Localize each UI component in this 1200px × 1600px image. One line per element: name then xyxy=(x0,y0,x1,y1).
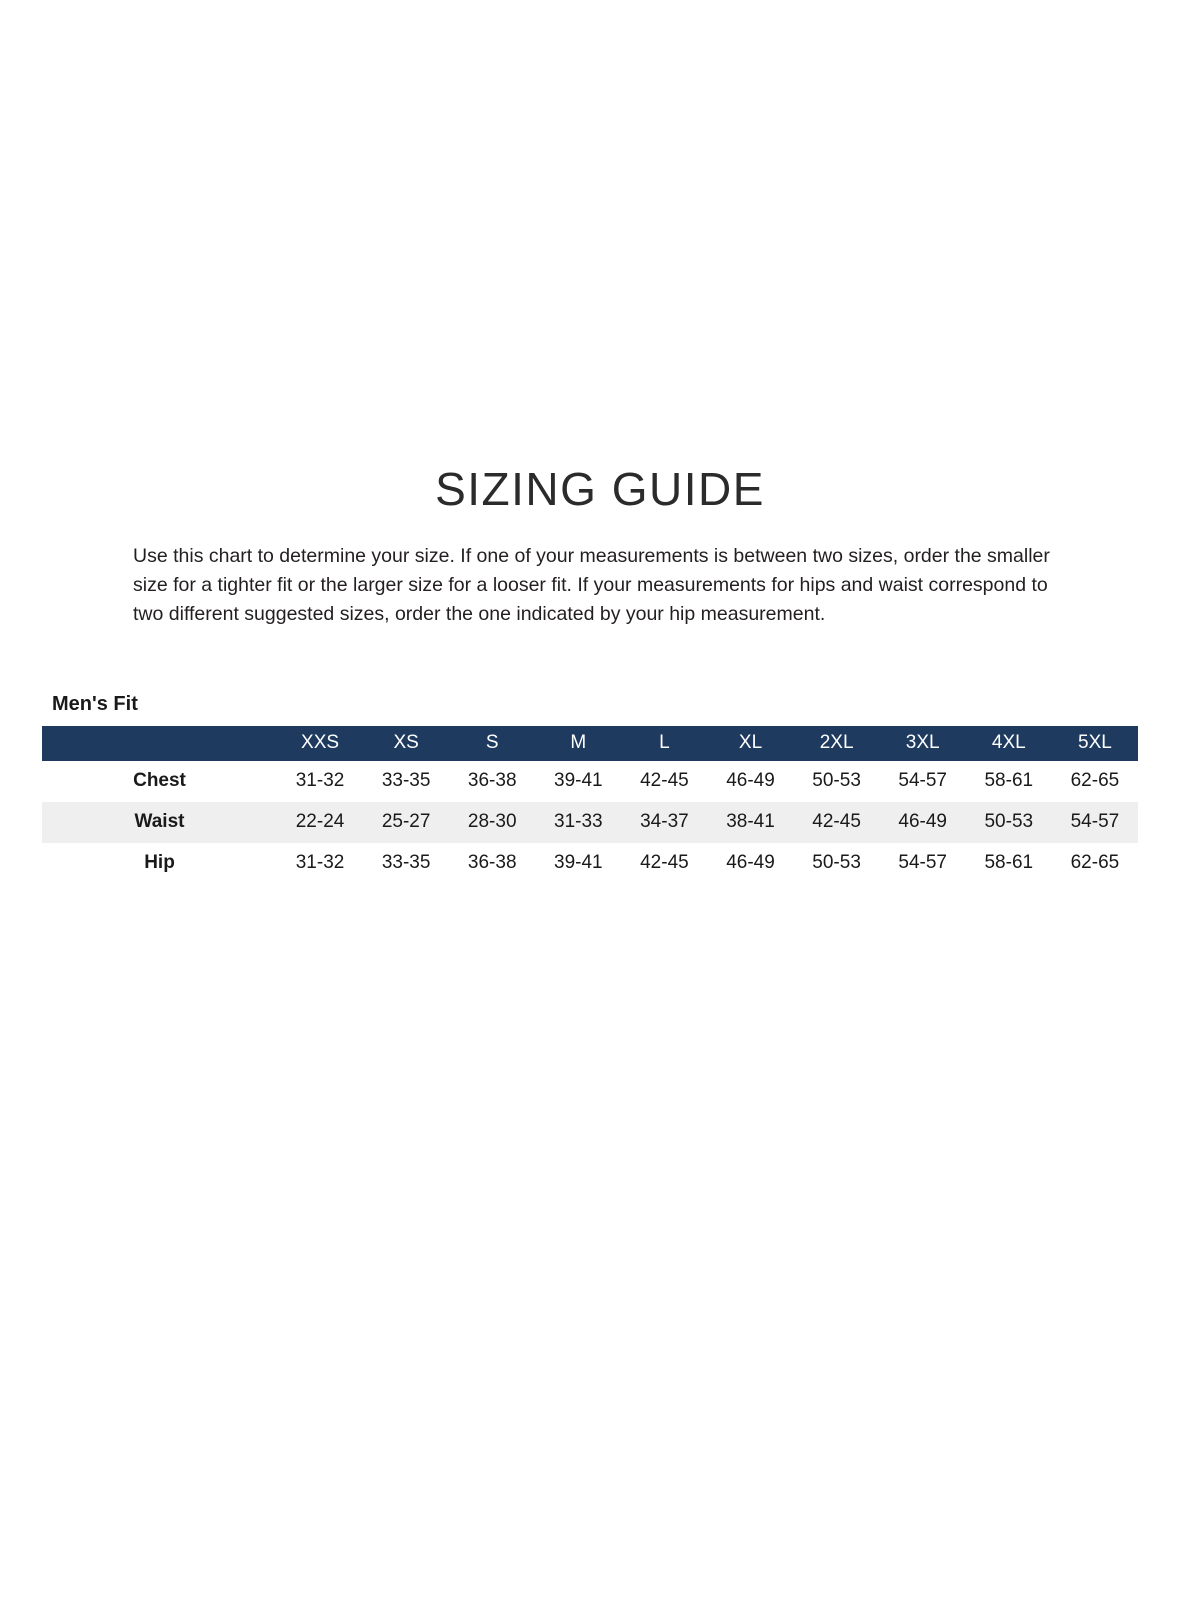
size-value-cell: 31-33 xyxy=(554,811,603,833)
page-title: SIZING GUIDE xyxy=(435,463,765,515)
size-value-cell: 58-61 xyxy=(984,770,1034,792)
size-value-cell: 28-30 xyxy=(467,811,517,833)
table-corner-cell xyxy=(42,726,277,761)
size-value-cell: 36-38 xyxy=(467,852,517,874)
table-body xyxy=(42,761,1138,884)
table-row xyxy=(42,761,1138,802)
size-column-header: 5XL xyxy=(1078,732,1112,754)
size-column-header: L xyxy=(659,732,670,754)
size-value-cell: 33-35 xyxy=(381,770,431,792)
size-column-header: M xyxy=(570,732,587,754)
size-value-cell: 38-41 xyxy=(726,811,775,833)
size-column-header: 3XL xyxy=(905,732,940,754)
size-value-cell: 54-57 xyxy=(1070,811,1120,833)
size-value-cell: 62-65 xyxy=(1070,852,1120,874)
size-column-header: 4XL xyxy=(991,732,1026,754)
row-label: Chest xyxy=(133,770,186,792)
size-value-cell: 33-35 xyxy=(381,852,431,874)
size-value-cell: 46-49 xyxy=(898,811,947,833)
size-value-cell: 54-57 xyxy=(898,770,947,792)
size-column-header: S xyxy=(485,732,499,754)
size-column-header: 2XL xyxy=(819,732,854,754)
size-value-cell: 50-53 xyxy=(812,770,861,792)
size-value-cell: 39-41 xyxy=(554,852,603,874)
size-value-cell: 31-32 xyxy=(295,852,345,874)
size-column-header: XL xyxy=(738,732,763,754)
size-value-cell: 62-65 xyxy=(1070,770,1120,792)
size-value-cell: 22-24 xyxy=(295,811,345,833)
size-value-cell: 54-57 xyxy=(898,852,947,874)
table-row xyxy=(42,843,1138,884)
size-value-cell: 46-49 xyxy=(726,852,775,874)
intro-paragraph: Use this chart to determine your size. If one of your measurements is between two sizes, order the smaller size for a tighter fit or the larger size for a looser fit. If your measurements for hips and waist correspond to two different suggested sizes, order the one indicated by your hip measurement. xyxy=(133,545,1050,625)
size-value-cell: 58-61 xyxy=(984,852,1034,874)
size-value-cell: 46-49 xyxy=(726,770,775,792)
size-value-cell: 42-45 xyxy=(812,811,861,833)
size-column-header: XXS xyxy=(301,732,340,754)
row-label: Hip xyxy=(144,852,175,874)
size-value-cell: 39-41 xyxy=(554,770,603,792)
size-value-cell: 42-45 xyxy=(640,770,689,792)
size-value-cell: 50-53 xyxy=(984,811,1034,833)
row-label: Waist xyxy=(134,811,185,833)
table-row xyxy=(42,802,1138,843)
table-header-row xyxy=(42,726,1138,761)
size-value-cell: 31-32 xyxy=(295,770,345,792)
size-value-cell: 50-53 xyxy=(812,852,861,874)
size-value-cell: 34-37 xyxy=(640,811,689,833)
size-value-cell: 42-45 xyxy=(640,852,689,874)
section-label-mens-fit: Men's Fit xyxy=(52,692,138,715)
sizing-table xyxy=(42,726,1138,884)
size-column-header: XS xyxy=(393,732,419,754)
size-value-cell: 36-38 xyxy=(467,770,517,792)
size-value-cell: 25-27 xyxy=(381,811,431,833)
